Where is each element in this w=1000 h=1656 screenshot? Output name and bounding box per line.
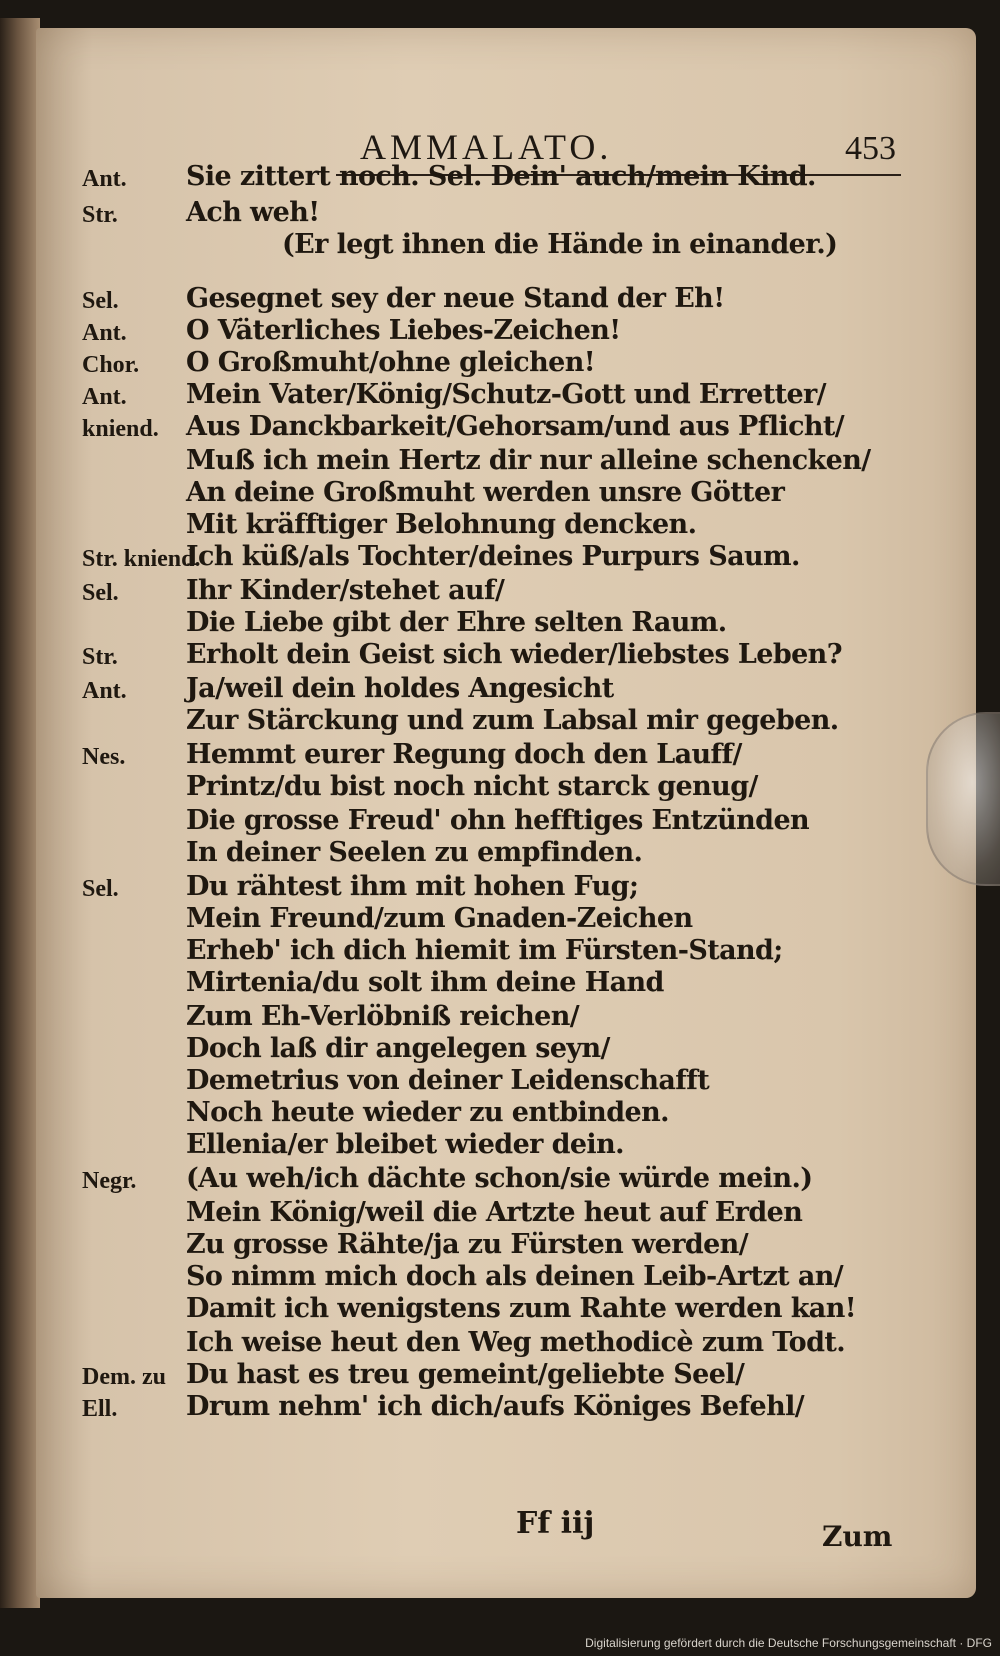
verse-text: Demetrius von deiner Leidenschafft [186,1065,710,1096]
verse-text: Zur Stärckung und zum Labsal mir gegeben. [186,705,839,736]
verse-line [36,804,936,838]
speaker-label: Sel. [82,876,119,902]
verse-text: Mein Vater/König/Schutz-Gott und Erretter/ [186,379,826,410]
verse-line [36,870,936,904]
verse-line [36,282,936,316]
speaker-label: Dem. zu [82,1364,166,1390]
verse-line [36,378,936,412]
verse-line [36,1064,936,1098]
verse-line [36,1196,936,1230]
verse-text: Damit ich wenigstens zum Rahte werden kan! [186,1293,856,1324]
verse-line [36,1032,936,1066]
speaker-label: Ant. [82,320,127,346]
verse-text: Hemmt eurer Regung doch den Lauff/ [186,739,742,770]
page-number: 453 [845,130,896,167]
speaker-label: Str. [82,202,118,228]
signature-mark: Ff iij [516,1506,595,1541]
book-page [36,28,976,1598]
verse-text: Erheb' ich dich hiemit im Fürsten-Stand; [186,935,783,966]
verse-text: An deine Großmuht werden unsre Götter [186,477,785,508]
verse-text: Ach weh! [186,197,320,228]
verse-line [36,738,936,772]
verse-line [36,1128,936,1162]
book-spine [0,18,40,1608]
speaker-label: Sel. [82,580,119,606]
verse-text: (Au weh/ich dächte schon/sie würde mein.) [186,1163,813,1194]
verse-text: Mein König/weil die Artzte heut auf Erden [186,1197,803,1228]
glass-page-clip [926,712,1000,886]
verse-text: Du hast es treu gemeint/geliebte Seel/ [186,1359,745,1390]
verse-line [36,1000,936,1034]
speaker-label: Nes. [82,744,126,770]
speaker-label: Ell. [82,1396,118,1422]
verse-line [36,606,936,640]
speaker-label: Ant. [82,678,127,704]
verse-line [36,966,936,1000]
verse-line [36,1326,936,1360]
speaker-label: Chor. [82,352,140,378]
verse-text: Mein Freund/zum Gnaden-Zeichen [186,903,693,934]
verse-line [36,410,936,444]
verse-text: Ja/weil dein holdes Angesicht [186,673,614,704]
verse-line [36,508,936,542]
verse-line [36,444,936,478]
verse-text: Du rähtest ihm mit hohen Fug; [186,871,639,902]
verse-text: Muß ich mein Hertz dir nur alleine schencken/ [186,445,871,476]
verse-line [36,1162,936,1196]
speaker-label: Str. [82,644,118,670]
verse-text: Mit kräfftiger Belohnung dencken. [186,509,697,540]
verse-text: Die Liebe gibt der Ehre selten Raum. [186,607,727,638]
verse-line [36,672,936,706]
verse-text: O Väterliches Liebes-Zeichen! [186,315,621,346]
speaker-label: Ant. [82,166,127,192]
verse-text: Printz/du bist noch nicht starck genug/ [186,771,758,802]
verse-text: O Großmuht/ohne gleichen! [186,347,596,378]
verse-line [36,476,936,510]
verse-text: Sie zittert noch. Sel. Dein' auch/mein Kind. [186,161,816,192]
verse-text: Mirtenia/du solt ihm deine Hand [186,967,664,998]
verse-text: Zu grosse Rähte/ja zu Fürsten werden/ [186,1229,748,1260]
verse-line [36,934,936,968]
speaker-label: kniend. [82,416,159,442]
verse-line [36,540,936,574]
verse-text: Noch heute wieder zu entbinden. [186,1097,669,1128]
digitization-credit: Digitalisierung gefördert durch die Deutsche Forschungsgemeinschaft · DFG [585,1636,992,1650]
verse-line [36,1390,936,1424]
verse-line [36,902,936,936]
page-title: AMMALATO. [360,127,613,167]
verse-line [36,1228,936,1262]
verse-line [36,160,936,194]
verse-line [36,1292,936,1326]
verse-text: Ihr Kinder/stehet auf/ [186,575,505,606]
verse-text: Die grosse Freud' ohn hefftiges Entzünden [186,805,810,836]
verse-text: Doch laß dir angelegen seyn/ [186,1033,610,1064]
verse-line [36,704,936,738]
verse-line [36,228,936,262]
verse-text: In deiner Seelen zu empfinden. [186,837,643,868]
speaker-label: Sel. [82,288,119,314]
verse-line [36,346,936,380]
speaker-label: Negr. [82,1168,137,1194]
verse-line [36,314,936,348]
verse-text: (Er legt ihnen die Hände in einander.) [282,229,838,260]
verse-line [36,1260,936,1294]
speaker-label: Ant. [82,384,127,410]
verse-text: So nimm mich doch als deinen Leib-Artzt an/ [186,1261,844,1292]
verse-text: Aus Danckbarkeit/Gehorsam/und aus Pflicht/ [186,411,845,442]
verse-text: Erholt dein Geist sich wieder/liebstes Leben? [186,639,842,670]
verse-line [36,1358,936,1392]
verse-line [36,1096,936,1130]
verse-text: Ich weise heut den Weg methodicè zum Todt. [186,1327,846,1358]
verse-text: Zum Eh-Verlöbniß reichen/ [186,1001,579,1032]
verse-line [36,196,936,230]
verse-line [36,638,936,672]
speaker-label: Str. kniend. [82,546,201,572]
verse-text: Drum nehm' ich dich/aufs Königes Befehl/ [186,1391,805,1422]
verse-text: Gesegnet sey der neue Stand der Eh! [186,283,725,314]
verse-text: Ich küß/als Tochter/deines Purpurs Saum. [186,541,800,572]
verse-line [36,770,936,804]
catchword: Zum [822,1520,893,1553]
verse-text: Ellenia/er bleibet wieder dein. [186,1129,624,1160]
verse-line [36,574,936,608]
verse-line [36,836,936,870]
